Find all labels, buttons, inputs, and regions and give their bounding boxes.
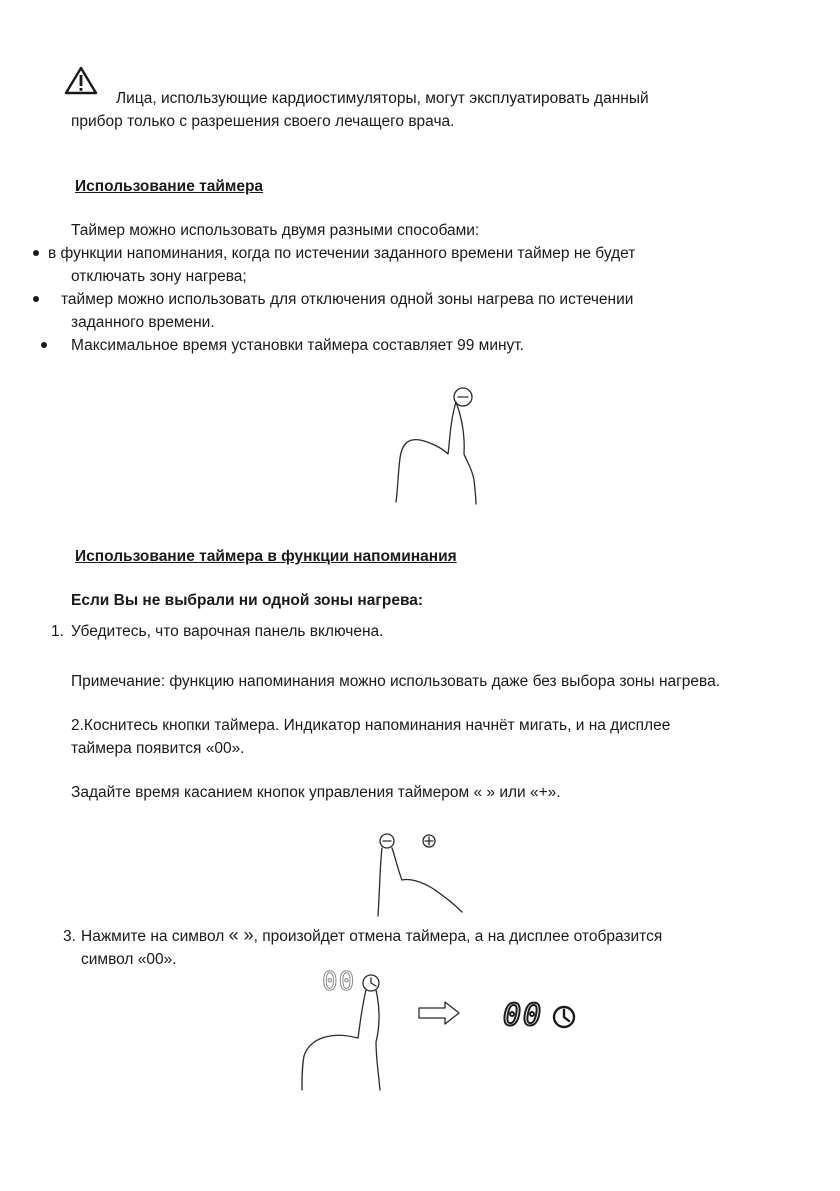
reminder-heading: Использование таймера в функции напоминания bbox=[75, 548, 457, 565]
step2-line1: 2.Коснитесь кнопки таймера. Индикатор напоминания начнёт мигать, и на дисплее bbox=[71, 717, 671, 734]
note-text: Примечание: функцию напоминания можно использовать даже без выбора зоны нагрева. bbox=[71, 673, 721, 690]
reminder-subheading: Если Вы не выбрали ни одной зоны нагрева: bbox=[71, 592, 424, 609]
bullet-dot bbox=[33, 296, 39, 302]
bullet-2-line2: заданного времени. bbox=[71, 314, 215, 331]
set-time-text: Задайте время касанием кнопок управления таймером « » или «+». bbox=[71, 784, 561, 801]
step3-text-b: , произойдет отмена таймера, а на дисплее отобразится bbox=[253, 928, 663, 945]
warning-triangle-icon bbox=[64, 66, 98, 101]
timer-intro: Таймер можно использовать двумя разными способами: bbox=[71, 222, 480, 239]
arrow-right-icon bbox=[418, 1001, 460, 1030]
finger-press-minus-icon bbox=[390, 382, 490, 512]
step3-line1 bbox=[81, 923, 662, 949]
bullet-dot bbox=[33, 250, 39, 256]
step3-line2: символ «00». bbox=[81, 951, 177, 968]
step1-text: Убедитесь, что варочная панель включена. bbox=[71, 623, 384, 640]
display-after: 00 bbox=[503, 998, 544, 1033]
step1-number: 1. bbox=[51, 623, 64, 640]
bullet-1-line2: отключать зону нагрева; bbox=[71, 268, 247, 285]
step3-number: 3. bbox=[63, 928, 76, 945]
finger-press-minus-plus-icon bbox=[370, 830, 480, 923]
step3-quote: « » bbox=[228, 925, 254, 945]
step3-text-a: Нажмите на символ bbox=[81, 928, 229, 945]
bullet-3-line1: Максимальное время установки таймера составляет 99 минут. bbox=[71, 337, 524, 354]
timer-heading: Использование таймера bbox=[75, 178, 264, 195]
warning-text-line2: прибор только с разрешения своего лечащего врача. bbox=[71, 113, 455, 130]
clock-icon bbox=[551, 1004, 577, 1035]
bullet-1-line1: в функции напоминания, когда по истечении заданного времени таймер не будет bbox=[48, 245, 636, 262]
bullet-2-line1: таймер можно использовать для отключения одной зоны нагрева по истечении bbox=[61, 291, 634, 308]
display-before: 00 bbox=[322, 967, 356, 997]
warning-text-line1: Лица, использующие кардиостимуляторы, могут эксплуатировать данный bbox=[116, 90, 649, 107]
bullet-dot bbox=[41, 342, 47, 348]
step2-line2: таймера появится «00». bbox=[71, 740, 245, 757]
